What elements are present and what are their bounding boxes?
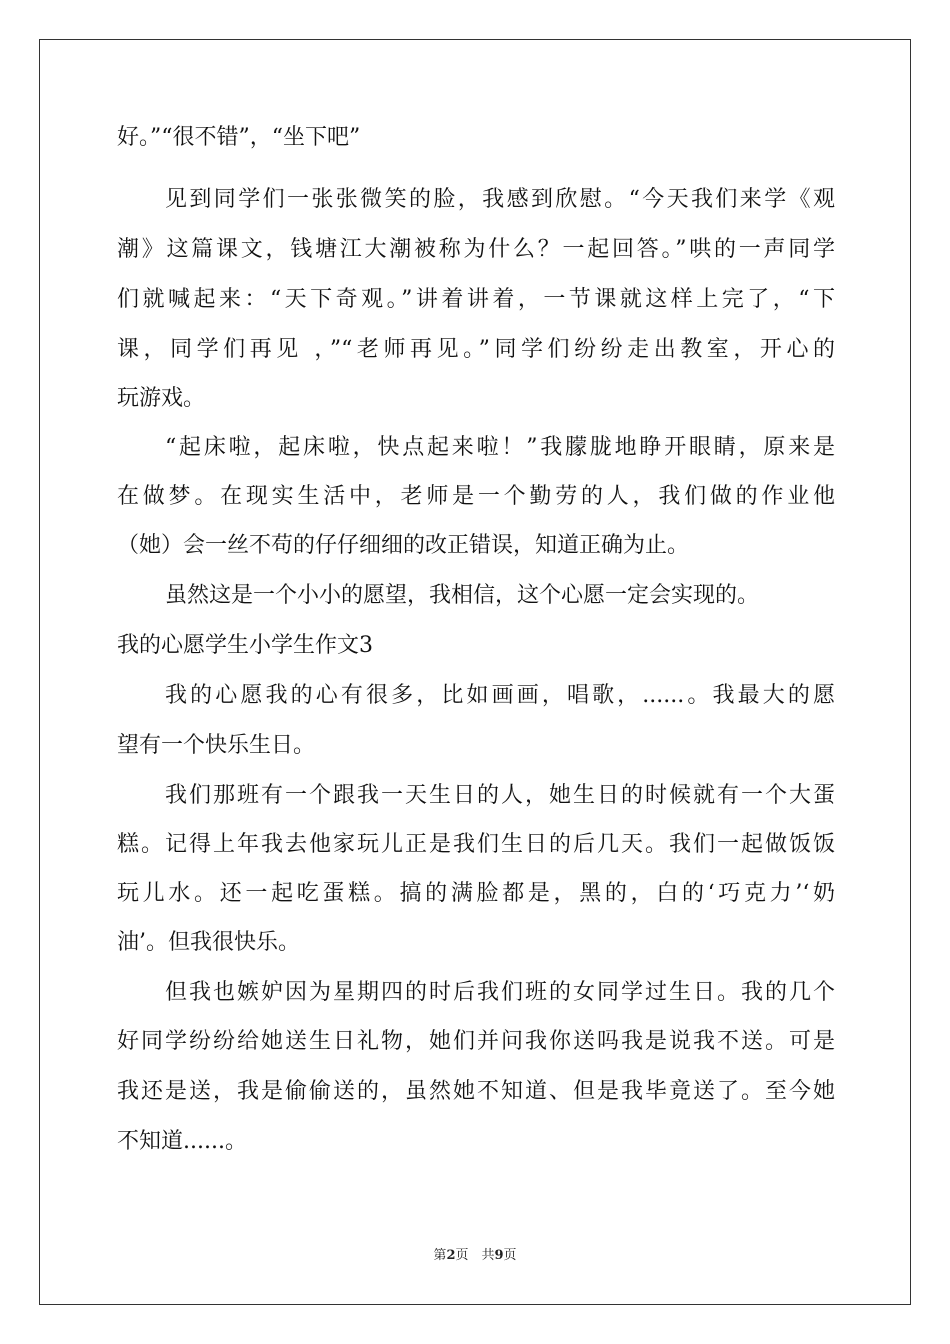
current-page-number: 2 [446,1248,456,1263]
text-line: 玩儿水。还一起吃蛋糕。搞的满脸都是，黑的，白的‘巧克力’‘奶 [117,881,835,906]
page-footer [0,1247,950,1265]
page-border [39,39,911,1305]
text-line: 糕。记得上年我去他家玩儿正是我们生日的后几天。我们一起做饭饭 [117,832,835,857]
text-line: 课，同学们再见 ，”“老师再见。”同学们纷纷走出教室，开心的 [117,337,835,362]
text-line: 油’。但我很快乐。 [117,930,300,955]
text-line: 玩游戏。 [117,386,206,411]
paragraph-start-line: 虽然这是一个小小的愿望，我相信，这个心愿一定会实现的。 [165,583,760,608]
paragraph-start-line: 见到同学们一张张微笑的脸，我感到欣慰。“今天我们来学《观 [165,187,835,212]
paragraph-start-line: 我的心愿我的心有很多，比如画画，唱歌，......。我最大的愿 [165,683,835,708]
text-line: 不知道......。 [117,1129,247,1154]
paragraph-start-line: “起床啦，起床啦，快点起来啦！”我朦胧地睁开眼睛，原来是 [165,435,835,460]
total-page-count: 9 [494,1248,504,1263]
text-line: 潮》这篇课文，钱塘江大潮被称为什么？一起回答。”哄的一声同学 [117,237,835,262]
paragraph-start-line: 我们那班有一个跟我一天生日的人，她生日的时候就有一个大蛋 [165,783,835,808]
text-line: 在做梦。在现实生活中，老师是一个勤劳的人，我们做的作业他 [117,484,835,509]
text-line: 好同学纷纷给她送生日礼物，她们并问我你送吗我是说我不送。可是 [117,1029,835,1054]
text-line: 好。”“很不错”，“坐下吧” [117,125,361,150]
text-line: 们就喊起来：“天下奇观。”讲着讲着，一节课就这样上完了，“下 [117,287,835,312]
page-label-mid: 页 共 [455,1248,495,1263]
text-line: （她）会一丝不苟的仔仔细细的改正错误，知道正确为止。 [117,533,690,558]
page-label-suffix: 页 [503,1248,517,1263]
paragraph-start-line: 但我也嫉妒因为星期四的时后我们班的女同学过生日。我的几个 [165,980,835,1005]
page-label-prefix: 第 [433,1248,447,1263]
section-heading: 我的心愿学生小学生作文3 [117,633,373,658]
text-line: 望有一个快乐生日。 [117,733,316,758]
text-line: 我还是送，我是偷偷送的，虽然她不知道、但是我毕竟送了。至今她 [117,1079,835,1104]
